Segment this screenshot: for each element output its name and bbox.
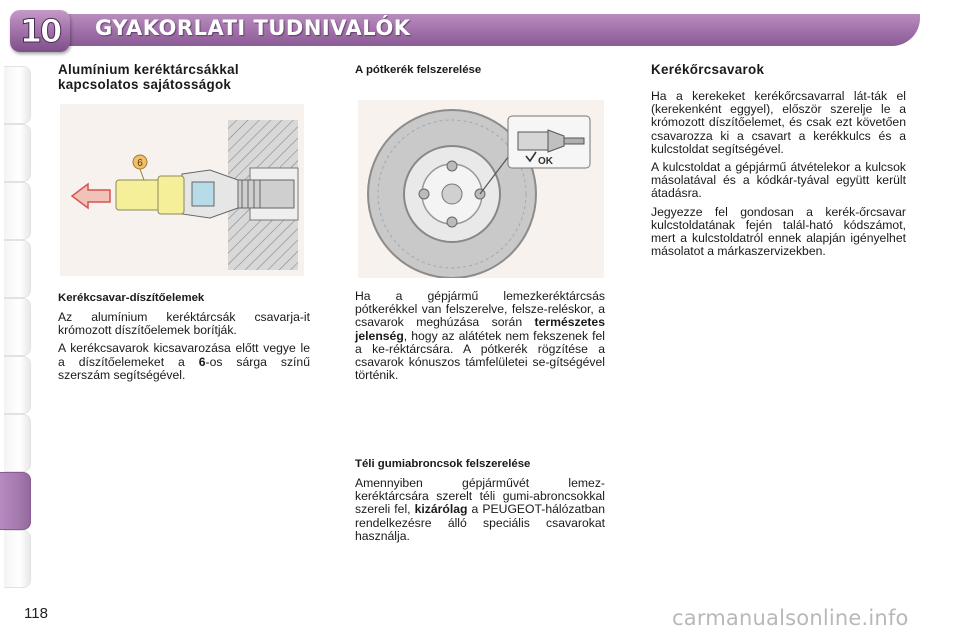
chapter-title: GYAKORLATI TUDNIVALÓK — [95, 16, 411, 40]
chapter-number-badge: 10 — [10, 10, 70, 52]
left-column — [58, 62, 310, 102]
side-tab-3[interactable] — [4, 182, 31, 240]
page-header — [0, 0, 960, 52]
right-column — [651, 62, 906, 263]
side-tab-2[interactable] — [4, 124, 31, 182]
side-tab-active[interactable] — [0, 472, 31, 530]
left-paragraph-2: A kerékcsavarok kicsavarozása előtt vegye le a díszítőelemeket a 6-os sárga színű szerszám segítségével. — [58, 341, 310, 382]
left-paragraph-1: Az alumínium keréktárcsák csavarja-it krómozott díszítőelemek borítják. — [58, 310, 310, 338]
watermark: carmanualsonline.info — [672, 606, 909, 630]
locking-bolts-paragraph-1: Ha a kerekeket kerékőrcsavarral lát-ták el (kerekenként eggyel), először szerelje le a krómozott díszítőelemet, és csak ezt követően csavarozza ki a csavart a kerékkulcs és a kulcstoldat segítségével. — [651, 89, 906, 156]
side-tab-7[interactable] — [4, 414, 31, 472]
left-text-block — [58, 292, 310, 387]
middle-column-heading-block — [355, 64, 605, 83]
spare-wheel-illustration — [358, 100, 604, 278]
locking-bolts-heading: Kerékőrcsavarok — [651, 62, 765, 77]
ok-badge-label: OK — [538, 156, 553, 167]
left-subheading: Kerékcsavar-díszítőelemek — [58, 292, 205, 304]
tool-callout-label: 6 — [137, 158, 143, 169]
locking-bolts-paragraph-3: Jegyezze fel gondosan a kerék-őrcsavar kulcstoldatának fején talál-ható kódszámot, mert a kulcstoldatról ennek alapján igényelhet másolatot a márkaszervizekben. — [651, 204, 906, 259]
page-number: 118 — [24, 605, 48, 622]
spare-wheel-heading: A pótkerék felszerelése — [355, 64, 482, 76]
winter-tyres-block — [355, 458, 605, 548]
winter-tyres-heading: Téli gumiabroncsok felszerelése — [355, 458, 531, 470]
left-heading: Alumínium keréktárcsákkal kapcsolatos sajátosságok — [58, 62, 239, 92]
side-tab-9[interactable] — [4, 530, 31, 588]
side-tab-1[interactable] — [4, 66, 31, 124]
winter-tyres-paragraph: Amennyiben gépjárművét lemez-keréktárcsára szerelt téli gumi-abroncsokkal szereli fel, kizárólag a PEUGEOT-hálózatban rendelkezésre álló speciális csavarokat használja. — [355, 476, 605, 543]
chapter-side-tabs — [0, 66, 34, 586]
side-tab-5[interactable] — [4, 298, 31, 356]
wheel-bolt-trim-illustration — [60, 104, 304, 276]
locking-bolts-paragraph-2: A kulcstoldat a gépjármű átvételekor a kulcsok másolatával és a kódkár-tyával együtt került átadásra. — [651, 160, 906, 201]
side-tab-6[interactable] — [4, 356, 31, 414]
spare-wheel-paragraph: Ha a gépjármű lemezkeréktárcsás pótkerékkel van felszerelve, felsze-reléskor, a csavarok meghúzása során természetes jelenség, hogy az alátétek nem fekszenek fel a ke-réktárcsára. A pótkerék rögzítése a csavarok kónuszos támfelületei se-gítségével történik. — [355, 289, 605, 383]
side-tab-4[interactable] — [4, 240, 31, 298]
middle-text-block — [355, 290, 605, 387]
